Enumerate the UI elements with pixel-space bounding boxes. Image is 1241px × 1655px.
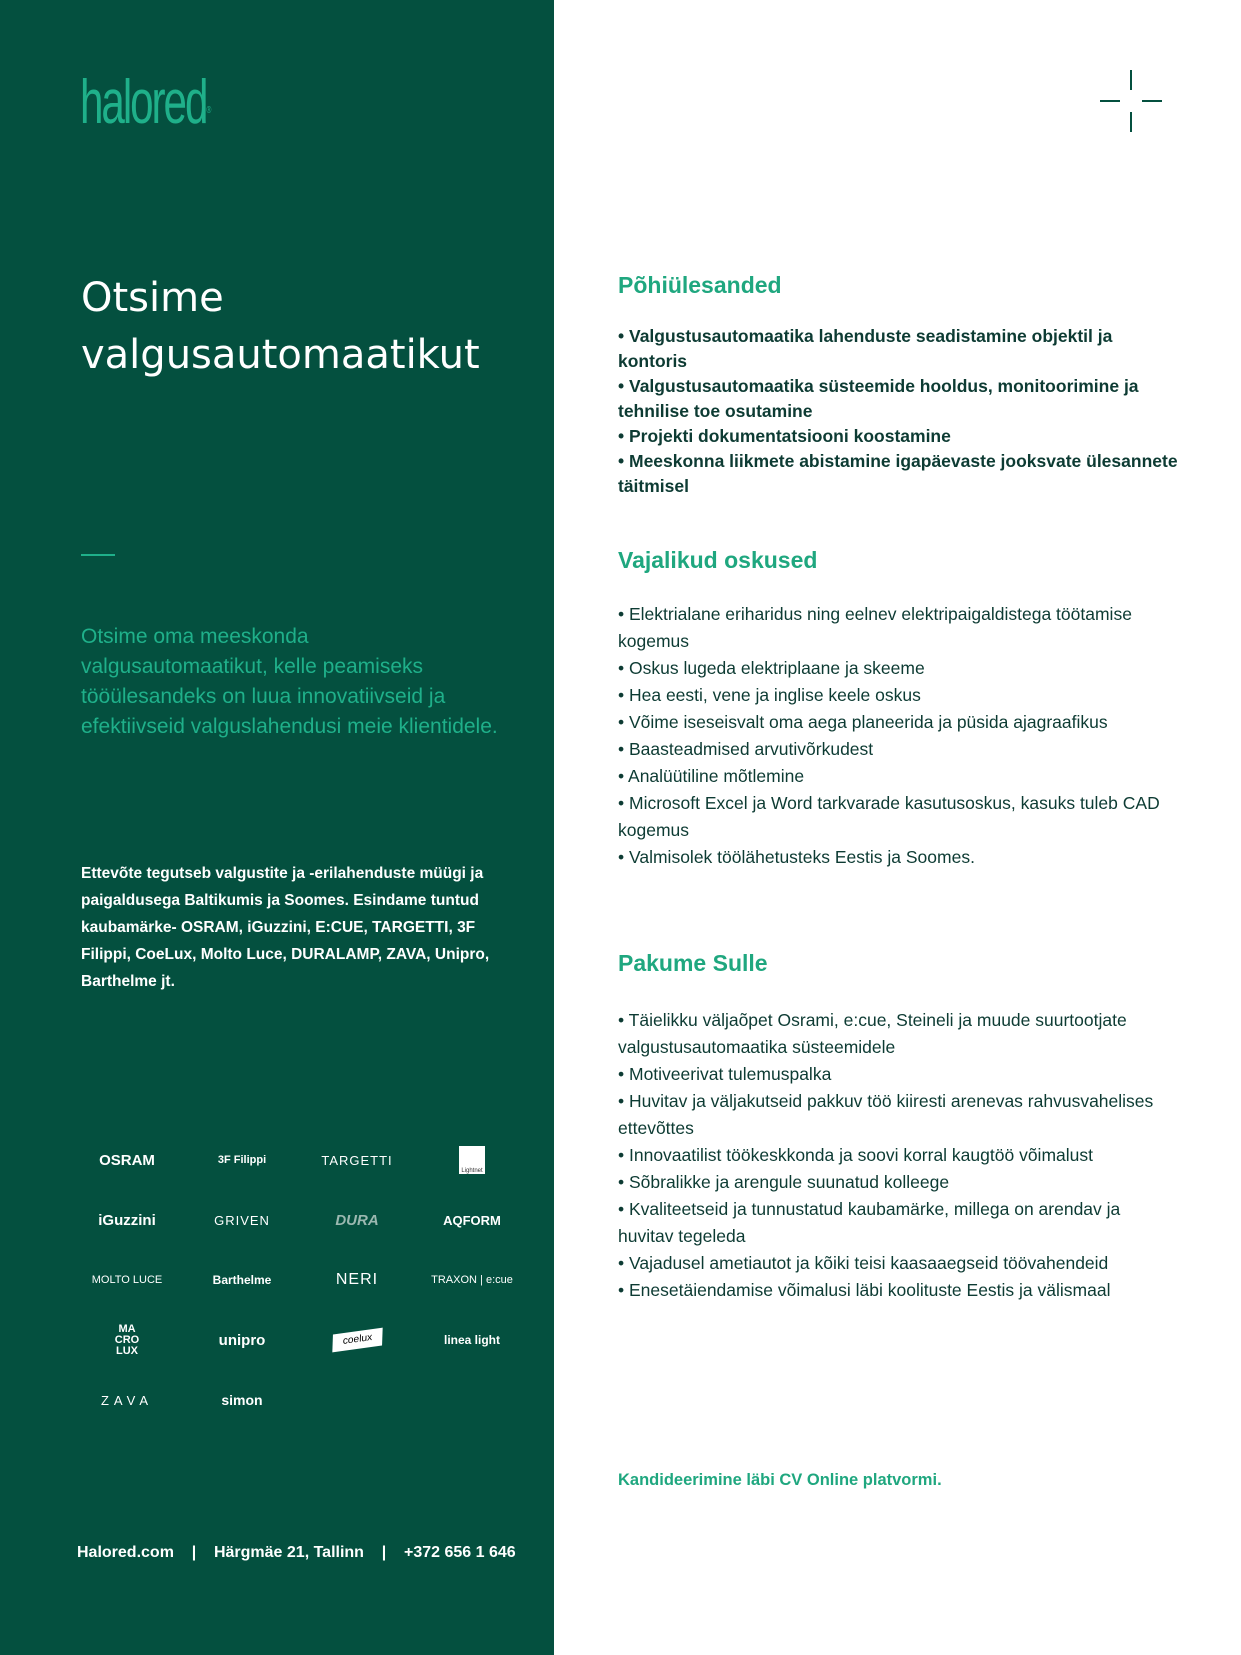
brand-simon: simon — [221, 1392, 263, 1408]
brand-coelux: coelux — [302, 1320, 412, 1360]
footer-phone[interactable]: +372 656 1 646 — [404, 1544, 516, 1561]
intro-text: Otsime oma meeskonda valgusautomaatikut, kelle peamiseks tööülesandeks on luua innovatiivseid ja efektiivseid valguslahendusi meie klientidele. — [81, 625, 498, 738]
list-item: • Innovaatilist töökeskkonda ja soovi korral kaugtöö võimalust — [618, 1145, 1093, 1165]
tasks-heading: Põhiülesanded — [618, 272, 782, 298]
list-item: • Motiveerivat tulemuspalka — [618, 1064, 832, 1084]
offers-list — [618, 1007, 1178, 1304]
tasks-list — [618, 324, 1178, 499]
brand-linealight: linea light — [443, 1333, 500, 1347]
list-item: • Projekti dokumentatsiooni koostamine — [618, 426, 951, 446]
list-item: • Baasteadmised arvutivõrkudest — [618, 739, 874, 759]
list-item: • Analüütiline mõtlemine — [618, 766, 805, 786]
list-item: • Valgustusautomaatika lahenduste seadistamine objektil ja kontoris — [618, 326, 1113, 371]
left-panel — [0, 0, 554, 1655]
page-title — [81, 270, 541, 384]
list-item: • Hea eesti, vene ja inglise keele oskus — [618, 685, 921, 705]
list-item: • Oskus lugeda elektriplaane ja skeeme — [618, 658, 925, 678]
brand-barthelme: Barthelme — [212, 1273, 272, 1287]
list-item: • Täielikku väljaõpet Osrami, e:cue, Steineli ja muude suurtootjate valgustusautomaatika süsteemidele — [618, 1010, 1127, 1057]
brand-traxon: TRAXON | e:cue — [431, 1273, 513, 1286]
list-item: • Enesetäiendamise võimalusi läbi koolituste Eestis ja välismaal — [618, 1280, 1111, 1300]
brand-iguzzini: iGuzzini — [98, 1211, 156, 1229]
brand-neri: NERI — [335, 1271, 379, 1288]
brand-macrolux: MA CRO LUX — [114, 1322, 140, 1357]
brand-moltoluce: MOLTO LUCE — [91, 1273, 163, 1286]
halored-logo: halored® — [80, 68, 212, 137]
brand-filippi: 3F Filippi — [217, 1153, 267, 1166]
list-item: • Huvitav ja väljakutseid pakkuv töö kiiresti arenevas rahvusvahelises ettevõttes — [618, 1091, 1154, 1138]
brand-duralamp: DURA — [335, 1211, 379, 1229]
brand-osram: OSRAM — [99, 1151, 155, 1169]
list-item: • Valmisolek töölähetusteks Eestis ja Soomes. — [618, 847, 975, 867]
list-item: • Sõbralikke ja arengule suunatud kolleege — [618, 1172, 950, 1192]
list-item: • Meeskonna liikmete abistamine igapäevaste jooksvate ülesannete täitmisel — [618, 451, 1178, 496]
company-description: Ettevõte tegutseb valgustite ja -erilahenduste müügi ja paigaldusega Baltikumis ja Soomes. Esindame tuntud kaubamärke- OSRAM, iGuzzini, E:CUE, TARGETTI, 3F Filippi, CoeLux, Molto Luce, DURALAMP, ZAVA, Unipro, Barthelme jt. — [81, 865, 490, 990]
list-item: • Võime iseseisvalt oma aega planeerida ja püsida ajagraafikus — [618, 712, 1108, 732]
crosshair-icon — [1100, 70, 1162, 132]
list-item: • Vajadusel ametiautot ja kõiki teisi kaasaaegseid töövahendeid — [618, 1253, 1109, 1273]
apply-link[interactable]: Kandideerimine läbi CV Online platvormi. — [618, 1471, 942, 1489]
brand-griven: GRIVEN — [214, 1212, 270, 1228]
brand-targetti: TARGETTI — [321, 1152, 393, 1168]
skills-list — [618, 601, 1178, 871]
footer-address: Härgmäe 21, Tallinn — [213, 1544, 364, 1561]
offers-heading: Pakume Sulle — [618, 950, 768, 976]
title-line-2: valgusautomaatikut — [81, 332, 480, 378]
list-item: • Kvaliteetseid ja tunnustatud kaubamärke, millega on arendav ja huvitav tegeleda — [618, 1199, 1121, 1246]
footer-website[interactable]: Halored.com — [77, 1544, 174, 1561]
brand-lightnet: Lightnet — [417, 1140, 527, 1180]
divider — [81, 554, 115, 556]
brand-zava: ZAVA — [100, 1392, 154, 1408]
brand-aqform: AQFORM — [443, 1212, 501, 1228]
list-item: • Microsoft Excel ja Word tarkvarade kasutusoskus, kasuks tuleb CAD kogemus — [618, 793, 1160, 840]
brand-unipro: unipro — [218, 1331, 266, 1349]
contact-footer: Halored.com | Härgmäe 21, Tallinn | +372 656 1 646 — [77, 1544, 516, 1561]
list-item: • Elektrialane eriharidus ning eelnev elektripaigaldistega töötamise kogemus — [618, 604, 1132, 651]
skills-heading: Vajalikud oskused — [618, 547, 818, 573]
list-item: • Valgustusautomaatika süsteemide hooldus, monitoorimine ja tehnilise toe osutamine — [618, 376, 1139, 421]
title-line-1: Otsime — [81, 275, 224, 321]
